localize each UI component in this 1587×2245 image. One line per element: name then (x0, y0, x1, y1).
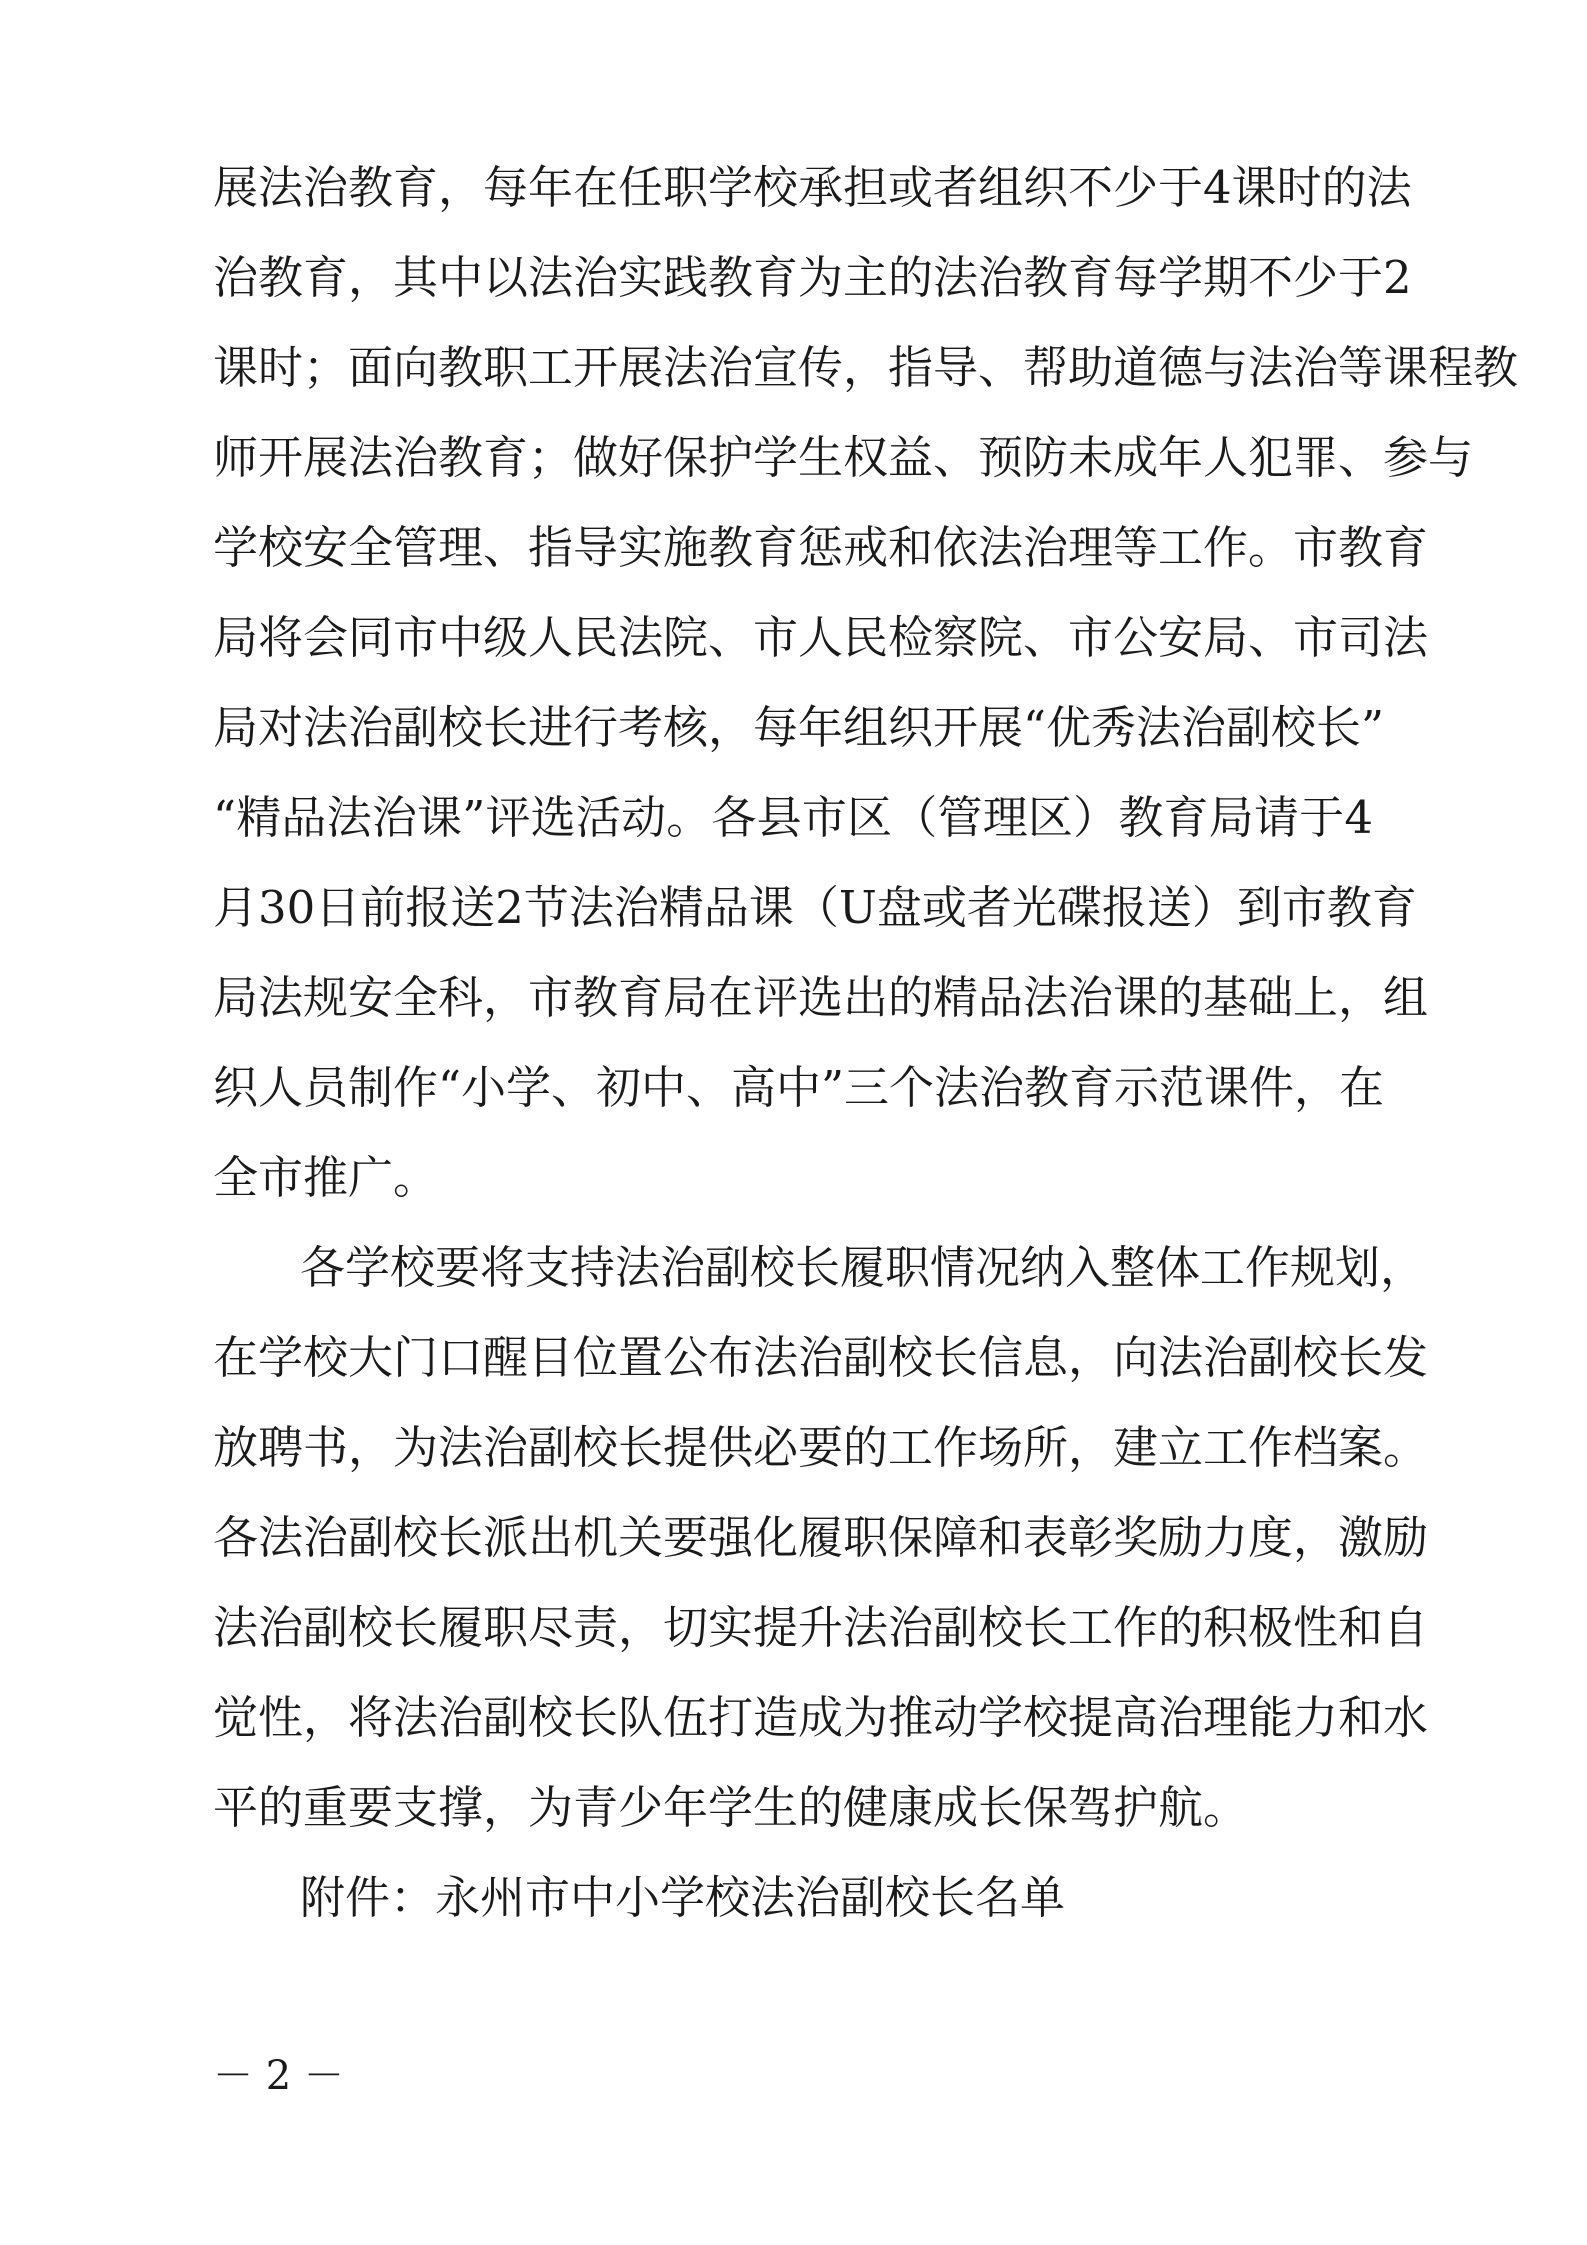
paragraph-2-line-5: 法治副校长履职尽责，切实提升法治副校长工作的积极性和自 (213, 1601, 1429, 1654)
paragraph-2-line-3: 放聘书，为法治副校长提供必要的工作场所，建立工作档案。 (213, 1421, 1429, 1474)
paragraph-1-line-4: 师开展法治教育；做好保护学生权益、预防未成年人犯罪、参与 (213, 431, 1474, 484)
paragraph-1-line-6: 局将会同市中级人民法院、市人民检察院、市公安局、市司法 (213, 611, 1429, 664)
paragraph-1-line-8: “精品法治课”评选活动。各县市区（管理区）教育局请于4 (213, 791, 1373, 844)
paragraph-2-line-1: 各学校要将支持法治副校长履职情况纳入整体工作规划， (300, 1241, 1426, 1294)
paragraph-1-line-7: 局对法治副校长进行考核，每年组织开展“优秀法治副校长” (213, 701, 1385, 754)
paragraph-1-line-11: 织人员制作“小学、初中、高中”三个法治教育示范课件，在 (213, 1061, 1385, 1114)
paragraph-1-line-3: 课时；面向教职工开展法治宣传，指导、帮助道德与法治等课程教 (213, 341, 1519, 394)
attachment-note: 附件：永州市中小学校法治副校长名单 (300, 1871, 1066, 1924)
paragraph-1-line-12: 全市推广。 (213, 1151, 439, 1204)
paragraph-2-line-4: 各法治副校长派出机关要强化履职保障和表彰奖励力度，激励 (213, 1511, 1429, 1564)
paragraph-1-line-2: 治教育，其中以法治实践教育为主的法治教育每学期不少于2 (213, 251, 1412, 304)
paragraph-1-line-9: 月30日前报送2节法治精品课（U盘或者光碟报送）到市教育 (213, 881, 1417, 934)
paragraph-2-line-7: 平的重要支撑，为青少年学生的健康成长保驾护航。 (213, 1781, 1249, 1834)
page-number: － 2 － (213, 2053, 344, 2099)
paragraph-1-line-1: 展法治教育，每年在任职学校承担或者组织不少于4课时的法 (213, 161, 1412, 214)
paragraph-2-line-6: 觉性，将法治副校长队伍打造成为推动学校提高治理能力和水 (213, 1691, 1429, 1744)
paragraph-1-line-5: 学校安全管理、指导实施教育惩戒和依法治理等工作。市教育 (213, 521, 1429, 574)
paragraph-1-line-10: 局法规安全科，市教育局在评选出的精品法治课的基础上，组 (213, 971, 1429, 1024)
paragraph-2-line-2: 在学校大门口醒目位置公布法治副校长信息，向法治副校长发 (213, 1331, 1429, 1384)
